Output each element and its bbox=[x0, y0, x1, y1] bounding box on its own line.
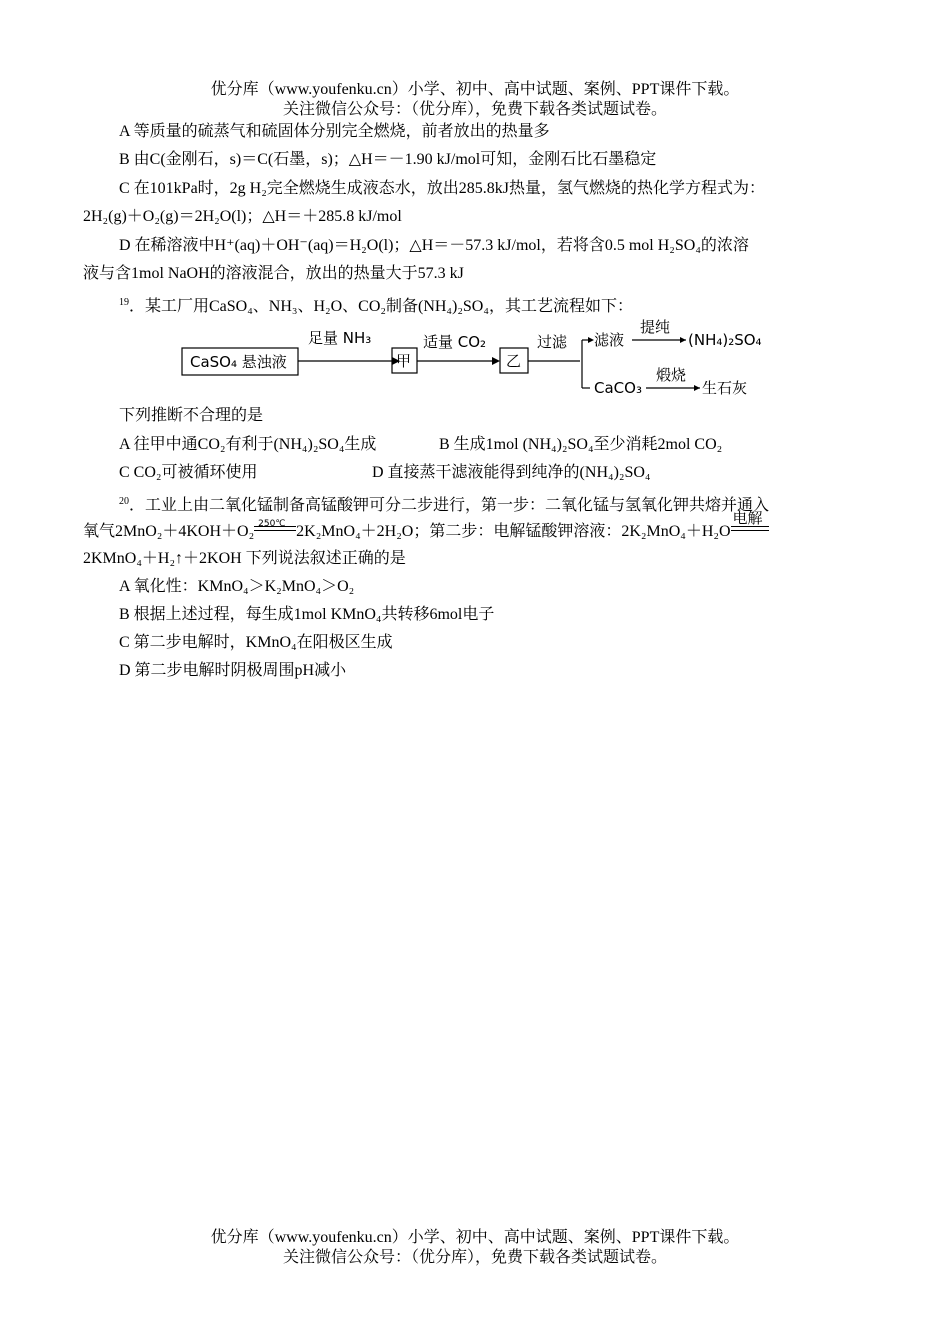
purify-label: 提纯 bbox=[640, 318, 671, 336]
q18-option-a: A 等质量的硫蒸气和硫固体分别完全燃烧，前者放出的热量多 bbox=[119, 123, 550, 140]
q18-option-d-line2: 液与含1mol NaOH的溶液混合，放出的热量大于57.3 kJ bbox=[83, 265, 464, 282]
q20-option-c: C 第二步电解时，KMnO₄在阳极区生成 bbox=[119, 634, 393, 651]
header-line-2: 关注微信公众号：（优分库），免费下载各类试题试卷。 bbox=[282, 101, 667, 118]
arrow-purify-head bbox=[680, 337, 686, 343]
q18-option-b: B 由C(金刚石，s)＝C(石墨，s)；△H＝－1.90 kJ/mol可知，金刚石比石墨稳定 bbox=[119, 151, 657, 168]
box-yi-label: 乙 bbox=[506, 352, 522, 370]
q20-option-b: B 根据上述过程，每生成1mol KMnO₄共转移6mol电子 bbox=[119, 606, 495, 623]
q19-stem: $^{19}$．某工厂用CaSO₄、NH₃、H₂O、CO₂制备(NH₄)₂SO₄，其工艺流程如下： bbox=[119, 297, 633, 315]
arrow-2-head bbox=[492, 357, 500, 365]
q19-prompt: 下列推断不合理的是 bbox=[119, 407, 264, 424]
q18-option-c-line2: 2H₂(g)＋O₂(g)＝2H₂O(l)；△H＝＋285.8 kJ/mol bbox=[83, 208, 402, 225]
q19-option-a: A 往甲中通CO₂有利于(NH₄)₂SO₄生成 bbox=[119, 436, 377, 453]
q18-option-c-line1: C 在101kPa时，2g H₂完全燃烧生成液态水，放出285.8kJ热量，氢气燃烧的热化学方程式为： bbox=[119, 180, 766, 197]
q19-number: 19 bbox=[119, 297, 129, 308]
reaction-condition-heat: 250℃ bbox=[254, 523, 296, 535]
calcine-label: 煅烧 bbox=[656, 366, 687, 384]
q20-stem-line1: $^{20}$．工业上由二氧化锰制备高锰酸钾可分二步进行，第一步：二氧化锰与氢氧化钾共熔并通入 bbox=[119, 496, 770, 514]
filtration-label: 过滤 bbox=[537, 333, 568, 351]
footer-line-1: 优分库（www.youfenku.cn）小学、初中、高中试题、案例、PPT课件下载。 bbox=[210, 1229, 740, 1246]
page-header bbox=[0, 80, 950, 120]
start-label: CaSO₄ 悬浊液 bbox=[190, 353, 287, 371]
process-flow-diagram bbox=[180, 318, 770, 400]
ammonium-sulfate-label: (NH₄)₂SO₄ bbox=[688, 331, 762, 349]
q20-option-d: D 第二步电解时阴极周围pH减小 bbox=[119, 662, 347, 679]
caco3-label: CaCO₃ bbox=[594, 379, 642, 397]
footer-line-2: 关注微信公众号：（优分库），免费下载各类试题试卷。 bbox=[282, 1249, 667, 1266]
page-footer bbox=[0, 1228, 950, 1268]
arrow-calcine-head bbox=[694, 385, 700, 391]
quicklime-label: 生石灰 bbox=[702, 379, 748, 397]
q19-option-c: C CO₂可被循环使用 bbox=[119, 464, 258, 481]
q20-option-a: A 氧化性：KMnO₄＞K₂MnO₄＞O₂ bbox=[119, 578, 355, 595]
filtrate-label: 滤液 bbox=[594, 331, 625, 349]
reagent-2: 适量 CO₂ bbox=[423, 333, 487, 351]
q20-number: 20 bbox=[119, 496, 129, 507]
q18-option-d-line1: D 在稀溶液中H⁺(aq)＋OH⁻(aq)＝H₂O(l)；△H＝－57.3 kJ/mol，若将含0.5 mol H₂SO₄的浓溶 bbox=[119, 237, 749, 254]
q19-option-b: B 生成1mol (NH₄)₂SO₄至少消耗2mol CO₂ bbox=[439, 436, 723, 453]
reagent-1: 足量 NH₃ bbox=[308, 329, 372, 347]
q20-stem-line2: 氧气2MnO₂＋4KOH＋O₂ 250℃ 2K₂MnO₄＋2H₂O；第二步：电解锰酸钾溶液：2K₂MnO₄＋H₂O 电解 bbox=[83, 521, 769, 543]
header-line-1: 优分库（www.youfenku.cn）小学、初中、高中试题、案例、PPT课件下载。 bbox=[210, 81, 740, 98]
q19-option-d: D 直接蒸干滤液能得到纯净的(NH₄)₂SO₄ bbox=[372, 464, 651, 481]
box-jia-label: 甲 bbox=[396, 352, 412, 370]
reaction-condition-electrolysis: 电解 bbox=[731, 523, 769, 535]
q20-stem-line3: 2KMnO₄＋H₂↑＋2KOH 下列说法叙述正确的是 bbox=[83, 550, 406, 567]
